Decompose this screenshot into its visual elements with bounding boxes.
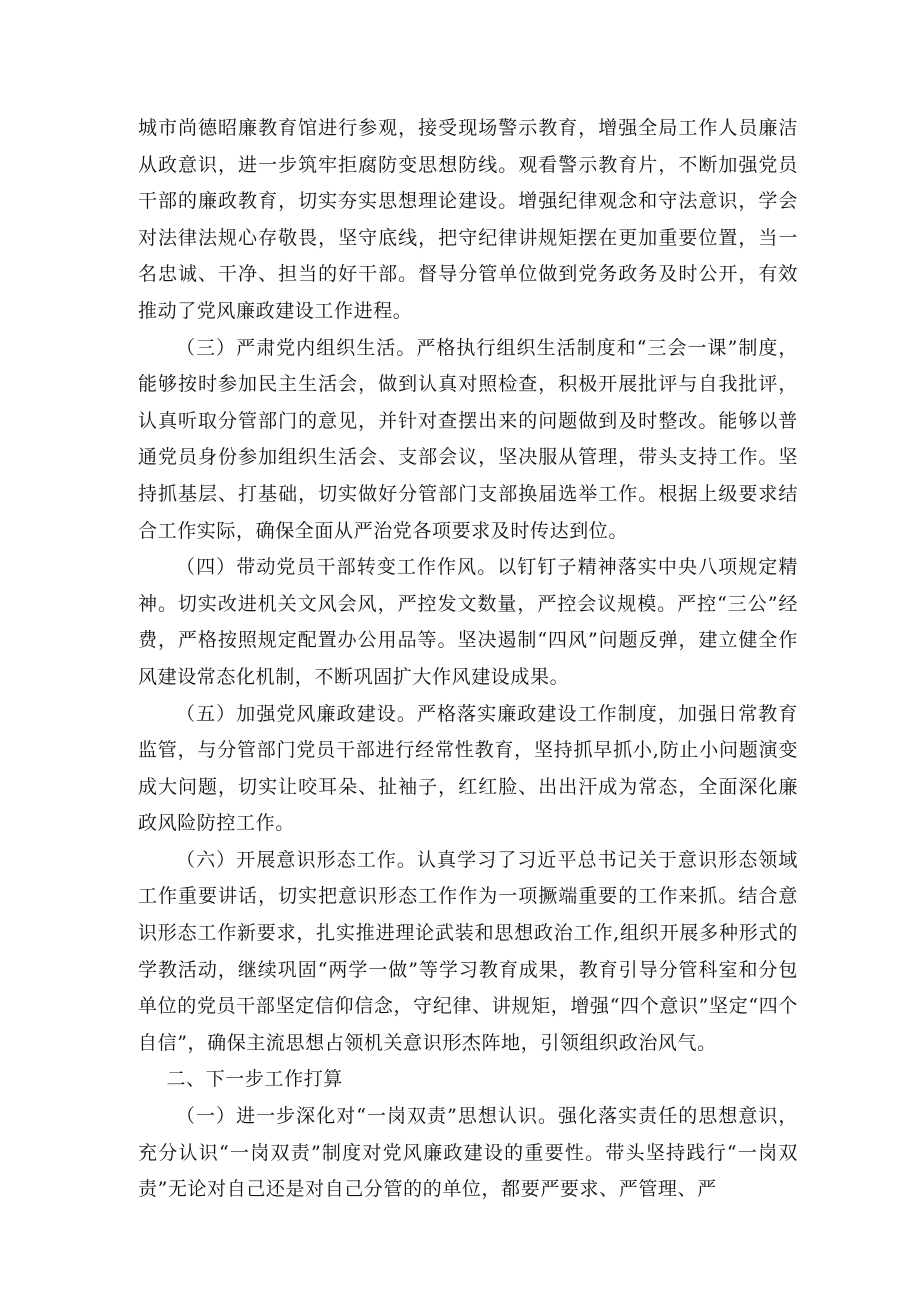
document-body (138, 110, 798, 1208)
paragraph-ideology-work: （六）开展意识形态工作。认真学习了习近平总书记关于意识形态领域工作重要讲话，切实把意识形态工作作为一项撅端重要的工作来抓。结合意识形态工作新要求，扎实推进理论武装和思想政治工作,组织开展多种形式的学教活动，继续巩固“两学一做”等学习教育成果，教育引导分管科室和分包单位的党员干部坚定信仰信念，守纪律、讲规矩，增强“四个意识”坚定“四个自信”，确保主流思想占领机关意识形杰阵地，引领组织政治风气。 (138, 848, 798, 1054)
paragraph-work-style: （四）带动党员干部转变工作作风。以钉钉子精神落实中央八项规定精神。切实改进机关文风会风，严控发文数量，严控会议规模。严控“三公”经费，严格按照规定配置办公用品等。坚决遏制“四风”问题反弹，建立健全作风建设常态化机制，不断巩固扩大作风建设成果。 (138, 556, 798, 688)
section-heading-next-steps: 二、下一步工作打算 (166, 1068, 343, 1091)
paragraph-organizational-life: （三）严肃党内组织生活。严格执行组织生活制度和“三会一课”制度，能够按时参加民主生活会，做到认真对照检查，积极开展批评与自我批评，认真听取分管部门的意见，并针对查摆出来的问题做到及时整改。能够以普通党员身份参加组织生活会、支部会议，坚决服从管理，带头支持工作。坚持抓基层、打基础，切实做好分管部门支部换届选举工作。根据上级要求结合工作实际，确保全面从严治党各项要求及时传达到位。 (138, 336, 798, 542)
paragraph-integrity-building: （五）加强党风廉政建设。严格落实廉政建设工作制度，加强日常教育监管，与分管部门党员干部进行经常性教育，坚持抓早抓小,防止小问题演变成大问题，切实让咬耳朵、扯袖子，红红脸、出出汗成为常态，全面深化廉政风险防控工作。 (138, 702, 798, 835)
paragraph-continuation: 城市尚德昭廉教育馆进行参观，接受现场警示教育，增强全局工作人员廉洁从政意识，进一步筑牢拒腐防变思想防线。观看警示教育片，不断加强党员干部的廉政教育，切实夯实思想理论建设。增强纪律观念和守法意识，学会对法律法规心存敬畏，坚守底线，把守纪律讲规矩摆在更加重要位置，当一名忠诚、干净、担当的好干部。督导分管单位做到党务政务及时公开，有效推动了党风廉政建设工作进程。 (138, 117, 798, 322)
paragraph-one-post-two-duties: （一）进一步深化对“一岗双责”思想认识。强化落实责任的思想意识，充分认识“一岗双责”制度对党风廉政建设的重要性。带头坚持践行“一岗双责”无论对自己还是对自己分管的的单位，都要严要求、严管理、严 (138, 1105, 798, 1201)
